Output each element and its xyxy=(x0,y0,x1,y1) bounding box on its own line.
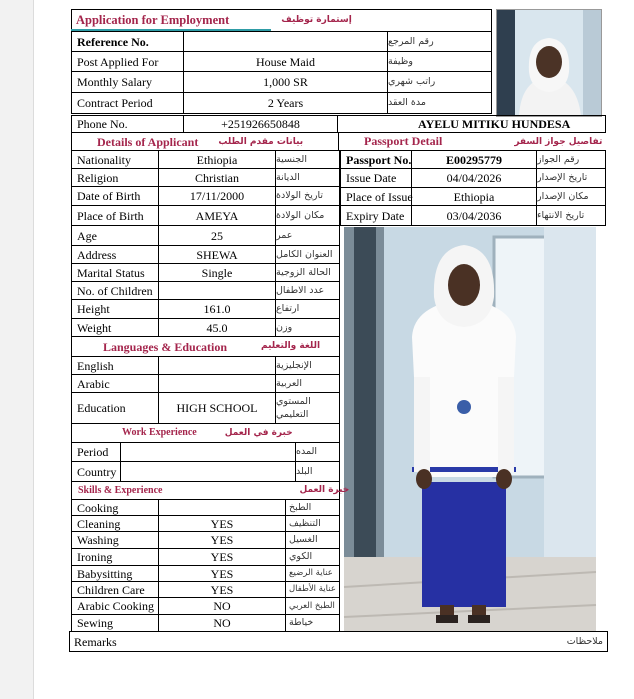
detail-value: SHEWA xyxy=(158,245,276,264)
job-value xyxy=(183,31,388,52)
form-title: Application for Employment xyxy=(76,13,230,28)
detail-value: Single xyxy=(158,263,276,282)
applicant-name: AYELU MITIKU HUNDESA xyxy=(337,115,606,133)
phone-label: Phone No. xyxy=(71,115,184,133)
remarks-row xyxy=(69,631,608,652)
work-value xyxy=(120,442,296,462)
passport-label-arabic: تاريخ الانتهاء xyxy=(536,205,606,226)
details-header-ar: بيانات مقدم الطلب xyxy=(218,136,304,147)
applicant-full-body-photo xyxy=(344,227,596,631)
skill-value: YES xyxy=(158,531,286,549)
detail-label-arabic: ارتفاع xyxy=(275,299,340,319)
passport-label: Issue Date xyxy=(340,168,412,188)
skills-experience-header xyxy=(71,481,350,500)
skill-label: Ironing xyxy=(71,548,159,566)
skill-label: Cooking xyxy=(71,499,159,516)
detail-value: 17/11/2000 xyxy=(158,186,276,206)
languages-header-en: Languages & Education xyxy=(103,339,228,354)
skill-label: Children Care xyxy=(71,581,159,598)
passport-value: Ethiopia xyxy=(411,187,537,206)
job-label-arabic: رقم المرجع xyxy=(387,31,492,52)
language-label-arabic: الإنجليزية xyxy=(275,356,340,375)
work-label: Period xyxy=(71,442,121,462)
job-value: 1,000 SR xyxy=(183,71,388,93)
job-label-arabic: مدة العقد xyxy=(387,92,492,114)
skill-label-arabic: التنظيف xyxy=(285,515,340,532)
job-label: Reference No. xyxy=(71,31,184,52)
detail-label-arabic: العنوان الكامل xyxy=(275,245,340,264)
education-ar-line2: التعليمي xyxy=(276,408,309,420)
work-label-arabic: البلد xyxy=(295,461,340,482)
detail-value: 161.0 xyxy=(158,299,276,319)
detail-label: Height xyxy=(71,299,159,319)
skill-label: Babysitting xyxy=(71,565,159,582)
skill-label-arabic: الطبخ العربي xyxy=(285,597,340,615)
detail-value: Ethiopia xyxy=(158,150,276,169)
job-label-arabic: وظيفة xyxy=(387,51,492,72)
detail-label: No. of Children xyxy=(71,281,159,300)
detail-value xyxy=(158,281,276,300)
education-value: HIGH SCHOOL xyxy=(158,392,276,424)
detail-label-arabic: الحالة الزوجية xyxy=(275,263,340,282)
job-value: House Maid xyxy=(183,51,388,72)
passport-label-arabic: تاريخ الإصدار xyxy=(536,168,606,188)
job-label: Post Applied For xyxy=(71,51,184,72)
skill-value: YES xyxy=(158,548,286,566)
detail-label: Marital Status xyxy=(71,263,159,282)
portrait-illustration xyxy=(497,10,601,116)
passport-value: 04/04/2026 xyxy=(411,168,537,188)
details-header-en: Details of Applicant xyxy=(97,135,199,149)
detail-label: Religion xyxy=(71,168,159,187)
detail-label-arabic: الجنسية xyxy=(275,150,340,169)
detail-label-arabic: عمر xyxy=(275,225,340,246)
applicant-portrait-photo xyxy=(496,9,602,117)
skills-header-en: Skills & Experience xyxy=(78,484,163,496)
work-header-ar: خبرة في العمل xyxy=(224,427,293,438)
job-value: 2 Years xyxy=(183,92,388,114)
detail-value: Christian xyxy=(158,168,276,187)
skill-value: YES xyxy=(158,565,286,582)
education-label-arabic xyxy=(275,392,340,424)
details-of-applicant-header xyxy=(71,132,339,151)
remarks-label-arabic: ملاحظات xyxy=(566,635,603,647)
job-label: Contract Period xyxy=(71,92,184,114)
detail-label-arabic: مكان الولادة xyxy=(275,205,340,226)
skill-value: NO xyxy=(158,614,286,632)
detail-label: Weight xyxy=(71,318,159,337)
detail-label: Place of Birth xyxy=(71,205,159,226)
education-label: Education xyxy=(71,392,159,424)
skill-value: YES xyxy=(158,581,286,598)
detail-label-arabic: وزن xyxy=(275,318,340,337)
passport-value: 03/04/2036 xyxy=(411,205,537,226)
skill-label-arabic: خياطة xyxy=(285,614,340,632)
document-left-margin xyxy=(0,0,34,699)
skill-value xyxy=(158,499,286,516)
detail-label: Date of Birth xyxy=(71,186,159,206)
work-value xyxy=(120,461,296,482)
detail-label: Address xyxy=(71,245,159,264)
skill-label: Sewing xyxy=(71,614,159,632)
passport-label: Place of Issue xyxy=(340,187,412,206)
detail-value: 25 xyxy=(158,225,276,246)
work-label: Country xyxy=(71,461,121,482)
work-header-en: Work Experience xyxy=(122,427,197,438)
language-label: Arabic xyxy=(71,374,159,393)
phone-value: +251926650848 xyxy=(183,115,338,133)
skill-label-arabic: عناية الرضيع xyxy=(285,565,340,582)
passport-label: Passport No. xyxy=(340,150,412,169)
skill-label: Washing xyxy=(71,531,159,549)
language-value xyxy=(158,374,276,393)
passport-label-arabic: رقم الجواز xyxy=(536,150,606,169)
detail-label: Nationality xyxy=(71,150,159,169)
education-ar-line1: المستوي xyxy=(276,396,311,407)
passport-detail-header xyxy=(338,132,606,151)
full-body-illustration xyxy=(344,227,596,631)
skills-header-ar: خبرة العمل xyxy=(299,485,350,495)
detail-value: 45.0 xyxy=(158,318,276,337)
job-label-arabic: راتب شهري xyxy=(387,71,492,93)
work-experience-header xyxy=(71,423,340,443)
detail-label-arabic: الديانة xyxy=(275,168,340,187)
passport-value: E00295779 xyxy=(411,150,537,169)
detail-label-arabic: تاريخ الولادة xyxy=(275,186,340,206)
languages-education-header xyxy=(71,336,340,357)
skill-value: NO xyxy=(158,597,286,615)
passport-label-arabic: مكان الإصدار xyxy=(536,187,606,206)
remarks-label: Remarks xyxy=(74,634,117,649)
skill-label-arabic: الطبخ xyxy=(285,499,340,516)
passport-header-en: Passport Detail xyxy=(364,134,443,148)
detail-label-arabic: عدد الاطفال xyxy=(275,281,340,300)
skill-value: YES xyxy=(158,515,286,532)
languages-header-ar: اللغة والتعليم xyxy=(261,341,321,351)
detail-label: Age xyxy=(71,225,159,246)
job-label: Monthly Salary xyxy=(71,71,184,93)
form-title-arabic: إستمارة توظيف xyxy=(281,15,352,25)
language-value xyxy=(158,356,276,375)
skill-label-arabic: الكوي xyxy=(285,548,340,566)
skill-label: Arabic Cooking xyxy=(71,597,159,615)
employment-application-form xyxy=(68,0,608,652)
skill-label: Cleaning xyxy=(71,515,159,532)
passport-header-ar: تفاصيل جواز السفر xyxy=(514,136,603,147)
language-label: English xyxy=(71,356,159,375)
skill-label-arabic: الغسيل xyxy=(285,531,340,549)
work-label-arabic: المده xyxy=(295,442,340,462)
detail-value: AMEYA xyxy=(158,205,276,226)
language-label-arabic: العربية xyxy=(275,374,340,393)
skill-label-arabic: عناية الأطفال xyxy=(285,581,340,598)
passport-label: Expiry Date xyxy=(340,205,412,226)
